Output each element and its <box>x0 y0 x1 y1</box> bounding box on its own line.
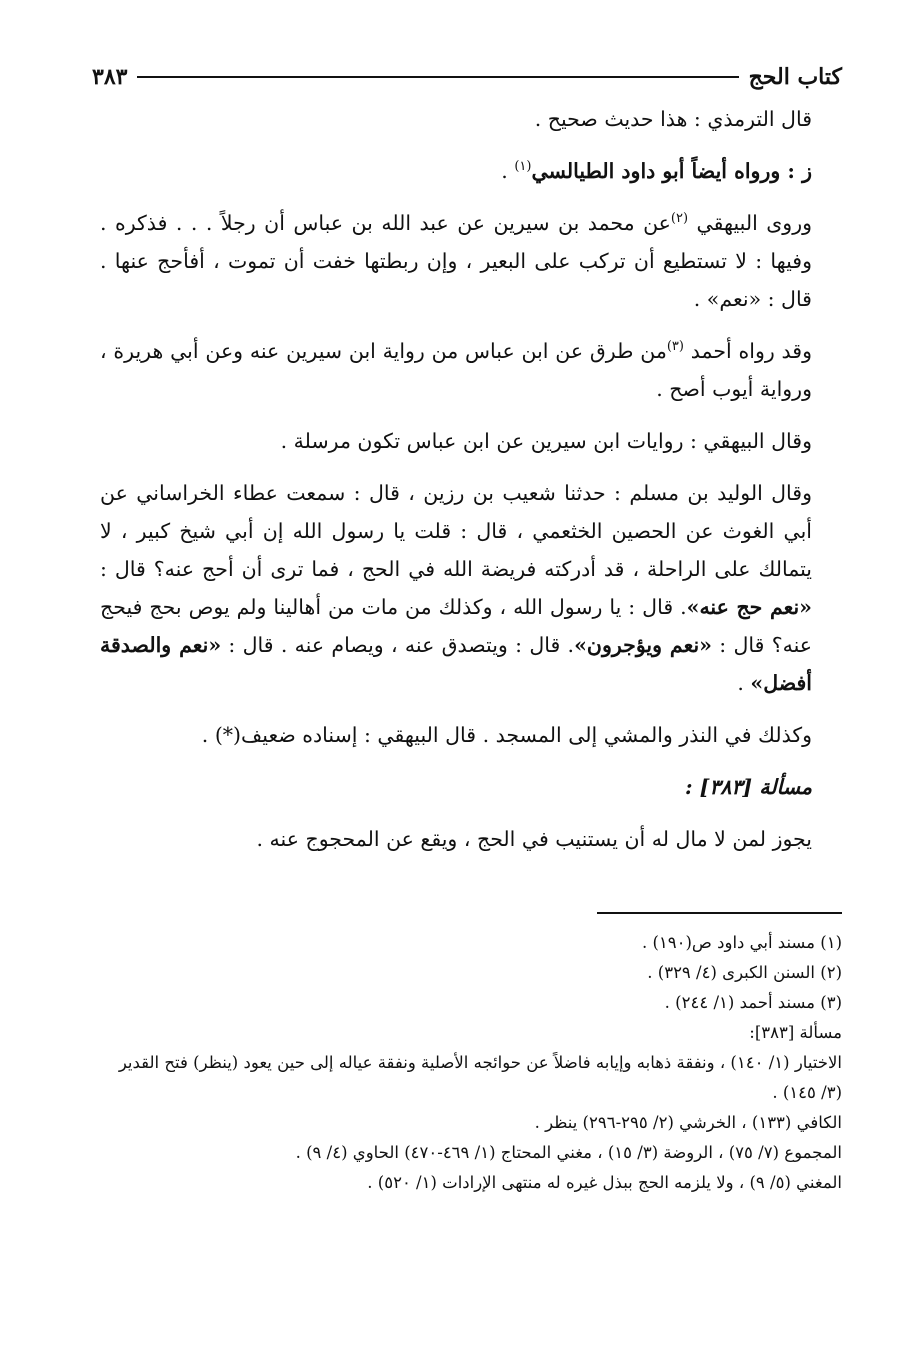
quote-hajj-anhu: «نعم حج عنه» <box>686 595 812 619</box>
paragraph-bayhaqi <box>100 204 842 318</box>
footnote-ref-1: (١) <box>514 159 532 175</box>
footnote-line-majmu: المجموع (٧/ ٧٥) ، الروضة (٣/ ١٥) ، مغني المحتاج (١/ ٤٦٩-٤٧٠) الحاوي (٤/ ٩) . <box>295 1143 842 1162</box>
paragraph-ahmad-rest: من طرق عن ابن عباس من رواية ابن سيرين عنه وعن أبي هريرة ، ورواية أيوب أصح . <box>100 339 812 401</box>
paragraph-ahmad-start: وقد رواه أحمد <box>683 339 812 363</box>
paragraph-walid-d: . <box>737 671 751 695</box>
header-rule <box>137 76 738 78</box>
paragraph-tayalisi-text: ز : ورواه أيضاً أبو داود الطيالسي <box>531 159 812 183</box>
footnote-2: (٢) السنن الكبرى (٤/ ٣٢٩) . <box>647 963 842 982</box>
paragraph-walid-b: . قال : يا رسول الله ، وكذلك من مات من أهالينا ولم يوص بحج فيحج عنه؟ قال : <box>100 595 813 657</box>
page-number: ٣٨٣ <box>92 64 128 90</box>
footnote-ref-3: (٣) <box>666 339 684 355</box>
paragraph-ruling: يجوز لمن لا مال له أن يستنيب في الحج ، ويقع عن المحجوج عنه . <box>256 827 812 851</box>
paragraph-bayhaqi-rest: عن محمد بن سيرين عن عبد الله بن عباس أن رجلاً . . . فذكره . وفيها : لا تستطيع أن تركب على البعير ، وإن ربطتها خفت أن تموت ، أفأحج عنها . قال : «نعم» . <box>100 211 812 311</box>
running-header <box>92 60 842 94</box>
footnote-line-ikhtiyar: الاختيار (١/ ١٤٠) ، ونفقة ذهابه وإيابه فاضلاً عن حوائجه الأصلية ونفقة عياله إلى حين يعود (ينظر) فتح القدير (٣/ ١٤٥) . <box>118 1053 842 1102</box>
quote-sadaqa: «نعم والصدقة أفضل» <box>100 633 812 695</box>
paragraph-bayhaqi-start: وروى البيهقي <box>688 211 812 235</box>
paragraph-ahmad <box>100 332 842 408</box>
paragraph-walid-c: . قال : ويتصدق عنه ، ويصام عنه . قال : <box>221 633 575 657</box>
main-text <box>100 100 842 858</box>
quote-yujaroon: «نعم ويؤجرون» <box>574 633 712 657</box>
chapter-title: كتاب الحج <box>748 64 842 90</box>
paragraph-bayhaqi-mursal: وقال البيهقي : روايات ابن سيرين عن ابن عباس تكون مرسلة . <box>280 429 812 453</box>
footnote-line-kafi: الكافي (١٣٣) ، الخرشي (٢/ ٢٩٥-٢٩٦) ينظر . <box>534 1113 842 1132</box>
paragraph-walid-a: وقال الوليد بن مسلم : حدثنا شعيب بن رزين ، قال : سمعت عطاء الخراساني عن أبي الغوث عن الحصين الخثعمي ، قال : قلت يا رسول الله إن أبي شيخ كبير ، لا يتمالك على الراحلة ، قد أدركته فريضة الله في الحج ، فما ترى أن أحج عنه؟ قال : <box>100 481 812 581</box>
footnote-3: (٣) مسند أحمد (١/ ٢٤٤) . <box>664 993 842 1012</box>
footnote-issue-label: مسألة [٣٨٣]: <box>749 1023 842 1042</box>
issue-heading: مسألة [٣٨٣] : <box>684 775 812 799</box>
footnotes <box>100 928 842 1198</box>
paragraph-tayalisi <box>100 152 842 190</box>
paragraph-nadhr: وكذلك في النذر والمشي إلى المسجد . قال البيهقي : إسناده ضعيف(*) . <box>201 723 812 747</box>
paragraph-tayalisi-end: . <box>501 159 515 183</box>
footnote-1: (١) مسند أبي داود ص(١٩٠) . <box>641 933 842 952</box>
footnote-separator <box>597 912 842 914</box>
footnote-ref-2: (٢) <box>670 211 689 227</box>
footnote-line-mughni: المغني (٥/ ٩) ، ولا يلزمه الحج ببذل غيره له منتهى الإرادات (١/ ٥٢٠) . <box>367 1173 842 1192</box>
paragraph-tirmidhi: قال الترمذي : هذا حديث صحيح . <box>534 107 812 131</box>
paragraph-walid <box>100 474 842 702</box>
